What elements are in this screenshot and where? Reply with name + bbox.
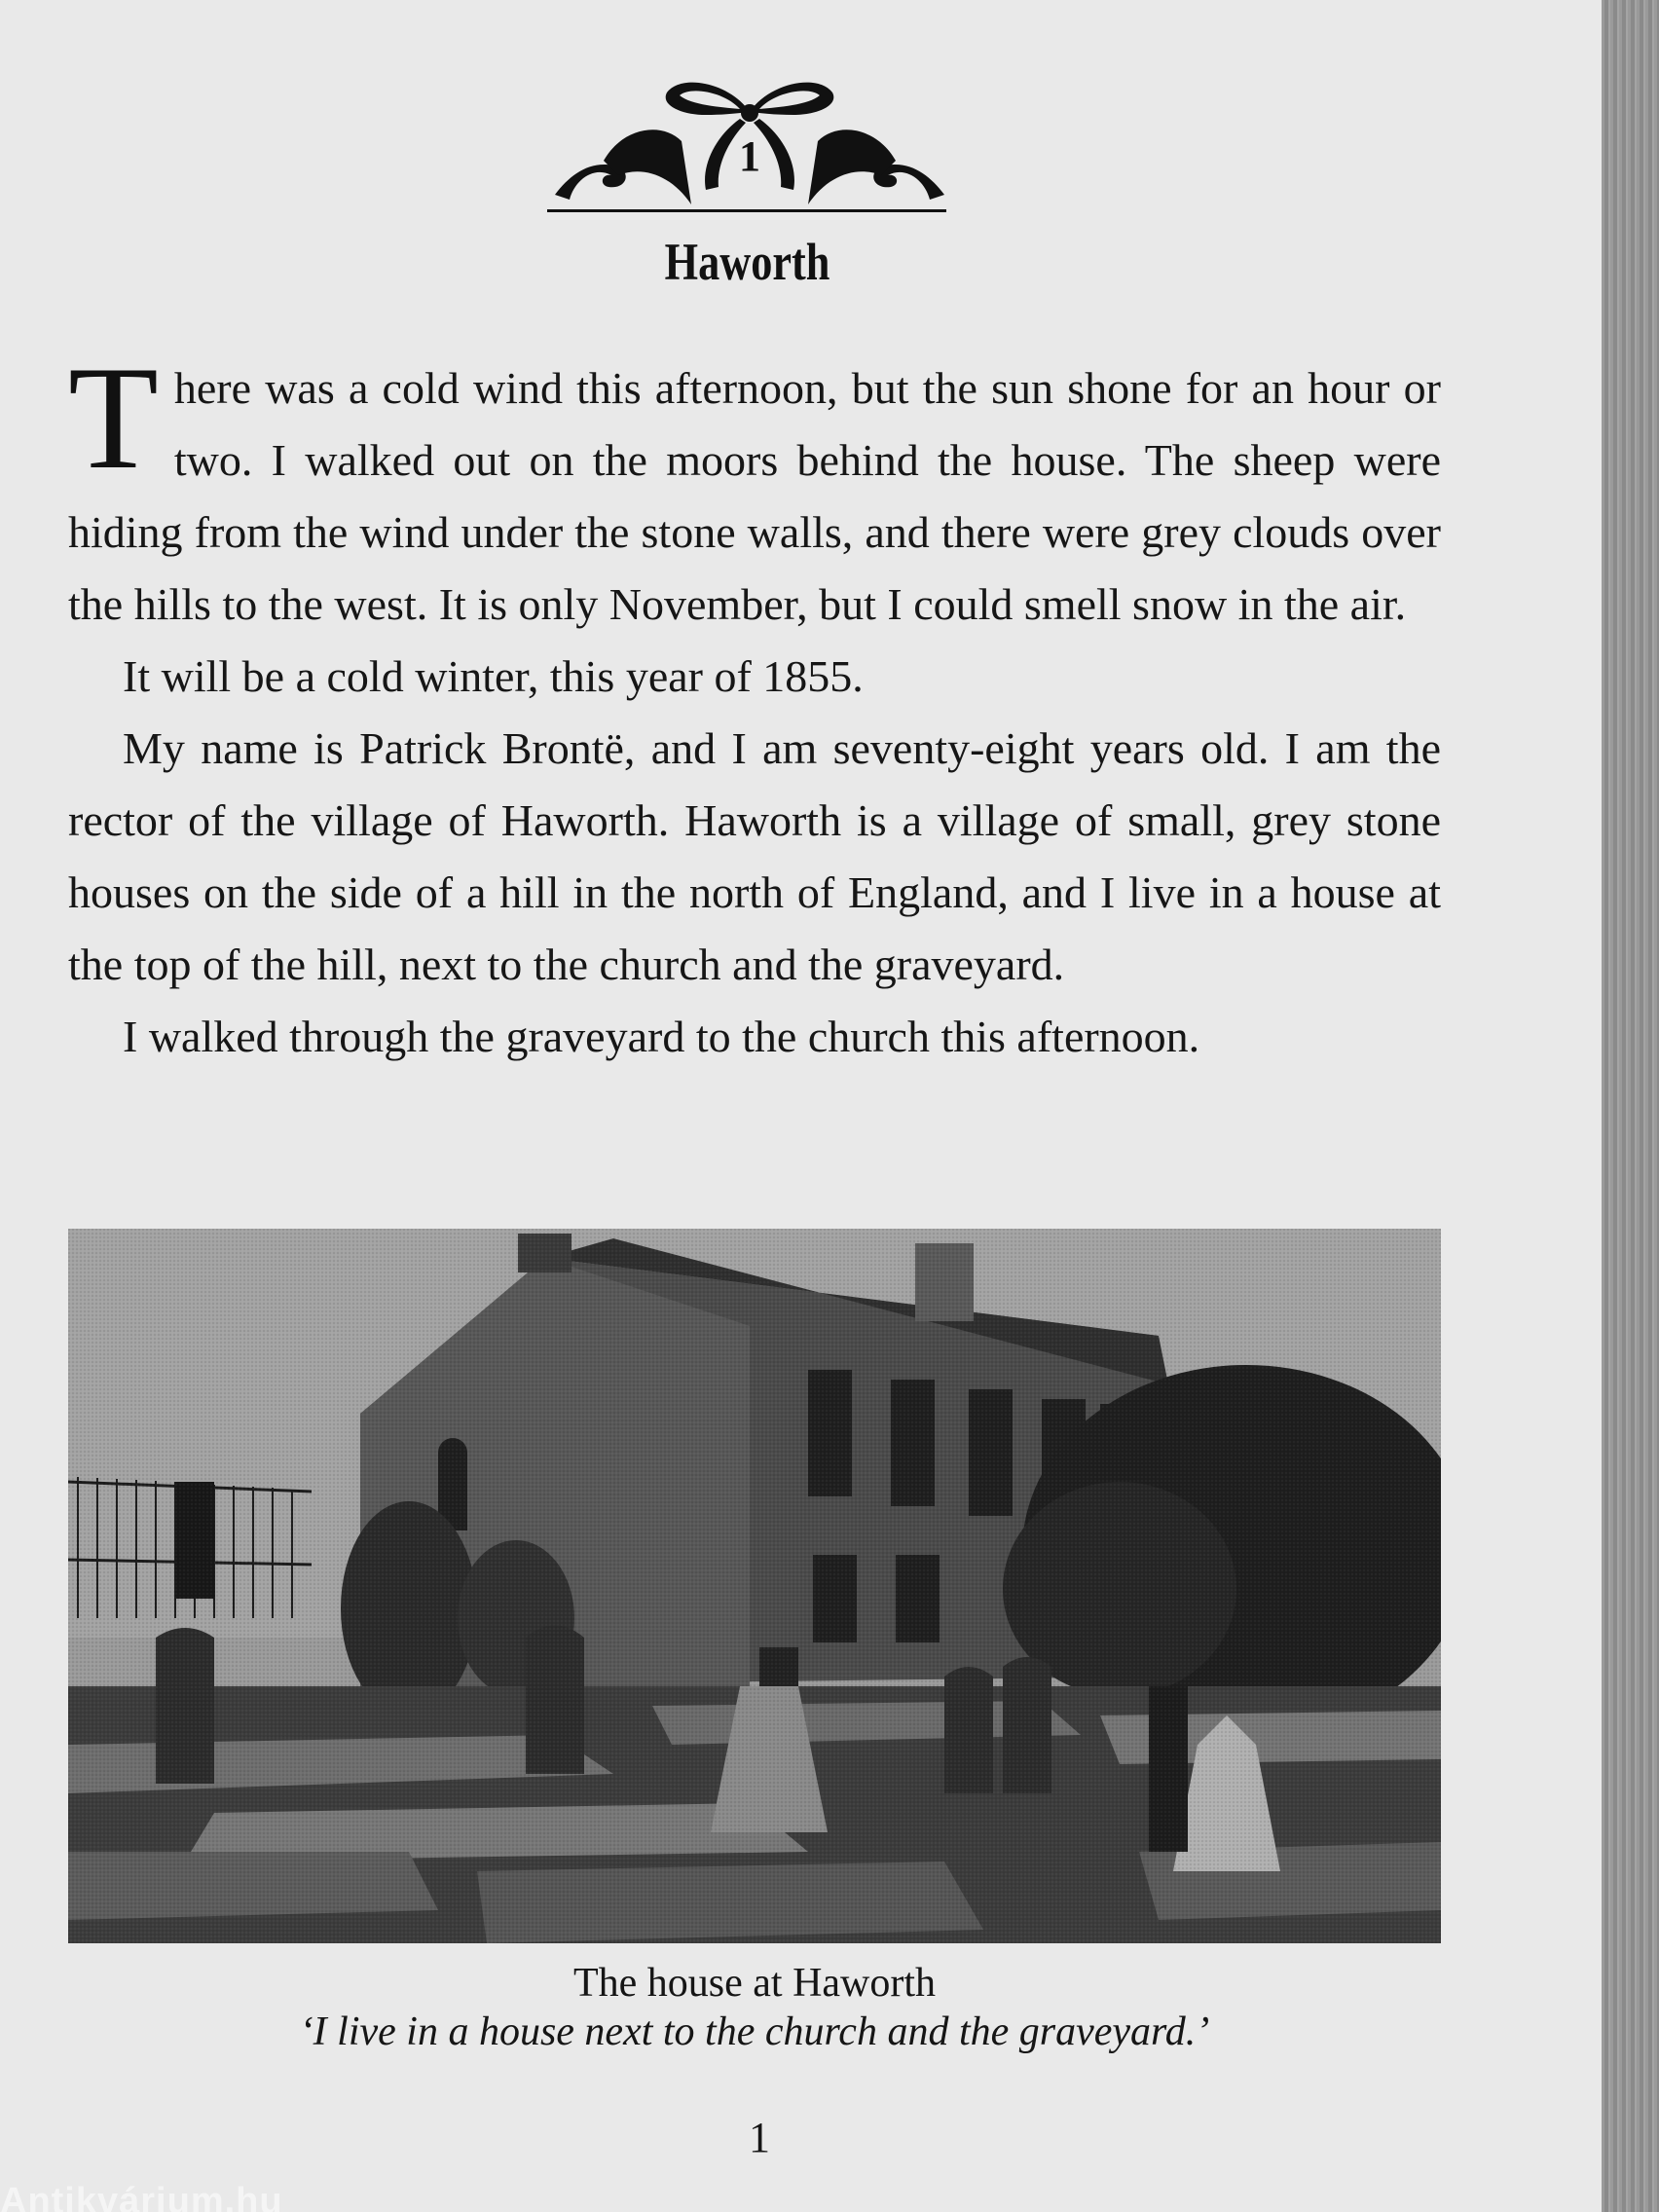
caption-title: The house at Haworth (572, 1961, 937, 2006)
figure-caption (68, 1959, 1441, 2056)
paragraph (68, 336, 1441, 641)
divider (547, 209, 946, 212)
watermark: Antikvárium.hu (0, 2181, 283, 2212)
drop-cap: T (68, 336, 159, 499)
caption-quote: ‘I live in a house next to the church and the graveyard.’ (299, 2009, 1210, 2054)
chapter-title: Haworth (664, 233, 830, 291)
paragraph-text: here was a cold wind this afternoon, but the sun shone for an hour or two. I walked out on the moors behind the house. The sheep were hiding from the wind under the stone walls, and there were grey clouds over the hills to the west. It is only November, but I could smell snow in the air. (68, 363, 1441, 629)
paragraph: My name is Patrick Brontë, and I am seventy-eight years old. I am the rector of the village of Haworth. Haworth is a village of small, grey stone houses on the side of a hill in the north of England, and I live in a house at the top of the hill, next to the church and the graveyard. (68, 723, 1441, 989)
house-photo (68, 1229, 1441, 1943)
page-edge (1602, 0, 1659, 2212)
paragraph: It will be a cold winter, this year of 1855. (123, 651, 864, 701)
body-text (68, 336, 1441, 1073)
paragraph: I walked through the graveyard to the church this afternoon. (123, 1012, 1200, 1061)
chapter-number: 1 (739, 132, 760, 180)
page-number: 1 (749, 2114, 770, 2161)
